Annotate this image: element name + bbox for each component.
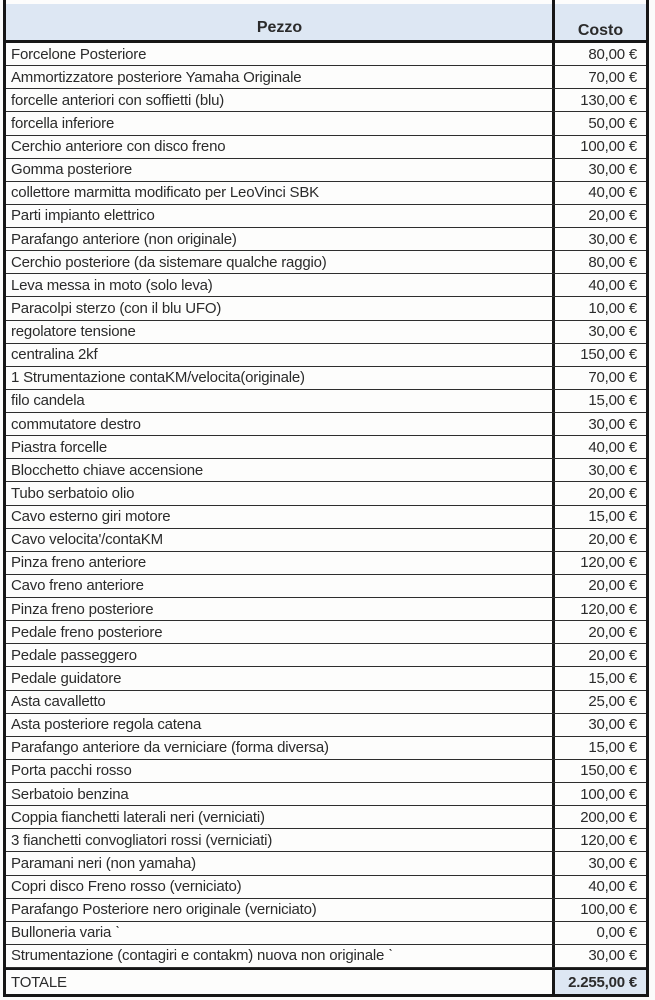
part-cost-cell: 20,00 € — [552, 482, 646, 504]
part-cost-cell: 20,00 € — [552, 575, 646, 597]
table-row — [6, 159, 646, 182]
part-name-cell: Cavo freno anteriore — [11, 577, 144, 595]
table-row — [6, 552, 646, 575]
part-name-cell: Pinza freno posteriore — [11, 600, 154, 618]
part-name-cell: Cavo esterno giri motore — [11, 508, 171, 526]
table-row — [6, 806, 646, 829]
total-row — [6, 968, 646, 994]
table-row — [6, 482, 646, 505]
part-name-cell: Pedale passeggero — [11, 646, 137, 664]
table-row — [6, 43, 646, 66]
table-row — [6, 297, 646, 320]
part-cost-cell: 20,00 € — [552, 205, 646, 227]
part-name-cell: Cerchio anteriore con disco freno — [11, 138, 226, 156]
table-row — [6, 251, 646, 274]
part-cost-cell: 70,00 € — [552, 66, 646, 88]
part-cost-cell: 100,00 € — [552, 136, 646, 158]
part-name-cell: Piastra forcelle — [11, 438, 108, 456]
part-cost-cell: 40,00 € — [552, 274, 646, 296]
part-name-cell: Strumentazione (contagiri e contakm) nuova non originale ˋ — [11, 947, 393, 965]
part-name-cell: collettore marmitta modificato per LeoVinci SBK — [11, 184, 319, 202]
table-row — [6, 506, 646, 529]
table-row — [6, 459, 646, 482]
part-cost-cell: 25,00 € — [552, 691, 646, 713]
table-row — [6, 205, 646, 228]
part-cost-cell: 130,00 € — [552, 89, 646, 111]
part-cost-cell: 10,00 € — [552, 297, 646, 319]
part-cost-cell: 40,00 € — [552, 876, 646, 898]
total-value: 2.255,00 € — [552, 970, 646, 994]
part-name-cell: Parti impianto elettrico — [11, 207, 155, 225]
part-name-cell: Forcelone Posteriore — [11, 45, 147, 63]
table-row — [6, 529, 646, 552]
part-cost-cell: 30,00 € — [552, 459, 646, 481]
part-cost-cell: 30,00 € — [552, 714, 646, 736]
part-name-cell: Tubo serbatoio olio — [11, 484, 135, 502]
part-cost-cell: 15,00 € — [552, 390, 646, 412]
table-row — [6, 644, 646, 667]
table-row — [6, 136, 646, 159]
part-cost-cell: 30,00 € — [552, 413, 646, 435]
part-cost-cell: 120,00 € — [552, 598, 646, 620]
table-row — [6, 783, 646, 806]
part-name-cell: centralina 2kf — [11, 346, 98, 364]
part-cost-cell: 150,00 € — [552, 760, 646, 782]
part-name-cell: Cerchio posteriore (da sistemare qualche raggio) — [11, 253, 327, 271]
table-body — [6, 43, 646, 968]
table-row — [6, 876, 646, 899]
table-row — [6, 667, 646, 690]
parts-cost-table — [3, 0, 649, 997]
part-name-cell: filo candela — [11, 392, 85, 410]
table-row — [6, 413, 646, 436]
part-cost-cell: 30,00 € — [552, 159, 646, 181]
table-row — [6, 112, 646, 135]
part-name-cell: Bulloneria varia ˋ — [11, 924, 120, 942]
part-cost-cell: 40,00 € — [552, 436, 646, 458]
part-cost-cell: 30,00 € — [552, 228, 646, 250]
part-cost-cell: 20,00 € — [552, 644, 646, 666]
table-row — [6, 922, 646, 945]
table-row — [6, 274, 646, 297]
part-cost-cell: 30,00 € — [552, 321, 646, 343]
table-row — [6, 760, 646, 783]
table-row — [6, 321, 646, 344]
part-cost-cell: 120,00 € — [552, 552, 646, 574]
table-row — [6, 575, 646, 598]
table-row — [6, 182, 646, 205]
part-cost-cell: 70,00 € — [552, 367, 646, 389]
part-cost-cell: 20,00 € — [552, 621, 646, 643]
part-name-cell: regolatore tensione — [11, 323, 136, 341]
table-row — [6, 945, 646, 968]
column-header-pezzo: Pezzo — [256, 19, 303, 36]
part-name-cell: 1 Strumentazione contaKM/velocita(originale) — [11, 369, 305, 387]
part-name-cell: forcella inferiore — [11, 114, 115, 132]
part-cost-cell: 30,00 € — [552, 852, 646, 874]
table-row — [6, 89, 646, 112]
part-name-cell: Ammortizzatore posteriore Yamaha Originale — [11, 68, 302, 86]
table-header-row — [6, 4, 646, 43]
table-row — [6, 852, 646, 875]
table-row — [6, 737, 646, 760]
part-cost-cell: 30,00 € — [552, 945, 646, 967]
part-cost-cell: 100,00 € — [552, 899, 646, 921]
part-name-cell: Serbatoio benzina — [11, 785, 129, 803]
part-name-cell: 3 fianchetti convogliatori rossi (verniciati) — [11, 831, 273, 849]
table-row — [6, 344, 646, 367]
part-name-cell: Blocchetto chiave accensione — [11, 461, 204, 479]
part-cost-cell: 0,00 € — [552, 922, 646, 944]
part-cost-cell: 15,00 € — [552, 737, 646, 759]
part-name-cell: Porta pacchi rosso — [11, 762, 132, 780]
table-row — [6, 390, 646, 413]
part-cost-cell: 80,00 € — [552, 251, 646, 273]
table-row — [6, 621, 646, 644]
part-cost-cell: 80,00 € — [552, 43, 646, 65]
part-cost-cell: 40,00 € — [552, 182, 646, 204]
part-cost-cell: 20,00 € — [552, 529, 646, 551]
part-name-cell: Copri disco Freno rosso (verniciato) — [11, 878, 242, 896]
table-row — [6, 598, 646, 621]
part-name-cell: Asta cavalletto — [11, 693, 106, 711]
table-row — [6, 228, 646, 251]
part-name-cell: Pedale guidatore — [11, 669, 122, 687]
part-name-cell: Parafango Posteriore nero originale (verniciato) — [11, 901, 317, 919]
table-row — [6, 899, 646, 922]
column-header-costo: Costo — [552, 4, 646, 40]
part-name-cell: Leva messa in moto (solo leva) — [11, 276, 213, 294]
total-label: TOTALE — [11, 973, 67, 991]
part-name-cell: Pedale freno posteriore — [11, 623, 163, 641]
part-name-cell: Gomma posteriore — [11, 161, 133, 179]
part-cost-cell: 200,00 € — [552, 806, 646, 828]
table-row — [6, 691, 646, 714]
part-cost-cell: 100,00 € — [552, 783, 646, 805]
part-name-cell: Parafango anteriore (non originale) — [11, 230, 237, 248]
part-cost-cell: 50,00 € — [552, 112, 646, 134]
table-row — [6, 714, 646, 737]
part-cost-cell: 120,00 € — [552, 829, 646, 851]
part-cost-cell: 15,00 € — [552, 667, 646, 689]
table-row — [6, 436, 646, 459]
part-name-cell: Paracolpi sterzo (con il blu UFO) — [11, 299, 222, 317]
part-name-cell: Asta posteriore regola catena — [11, 716, 202, 734]
part-name-cell: Coppia fianchetti laterali neri (verniciati) — [11, 808, 265, 826]
table-row — [6, 367, 646, 390]
part-cost-cell: 15,00 € — [552, 506, 646, 528]
table-row — [6, 66, 646, 89]
part-name-cell: Parafango anteriore da verniciare (forma diversa) — [11, 739, 329, 757]
part-name-cell: forcelle anteriori con soffietti (blu) — [11, 91, 225, 109]
part-cost-cell: 150,00 € — [552, 344, 646, 366]
part-name-cell: Paramani neri (non yamaha) — [11, 854, 196, 872]
part-name-cell: Cavo velocita'/contaKM — [11, 531, 163, 549]
table-row — [6, 829, 646, 852]
part-name-cell: commutatore destro — [11, 415, 141, 433]
part-name-cell: Pinza freno anteriore — [11, 554, 147, 572]
